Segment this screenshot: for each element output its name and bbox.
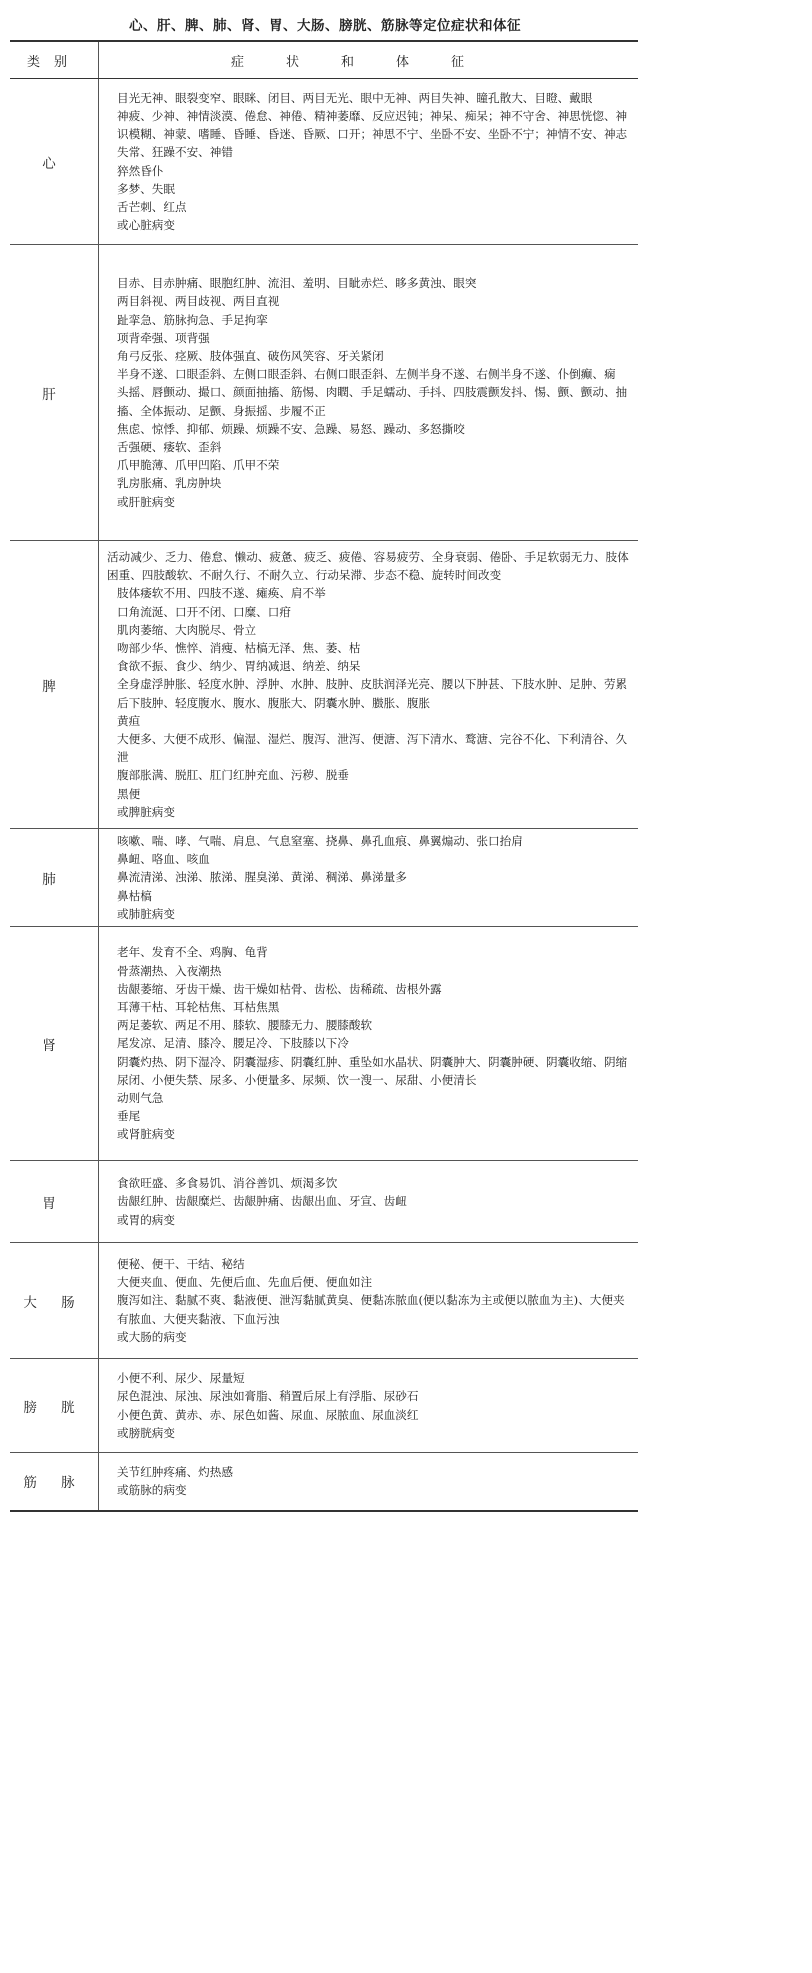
symptom-line: 或膀胱病变 [117, 1425, 175, 1440]
symptom-line: 猝然昏仆 [117, 163, 164, 178]
symptom-line: 或筋脉的病变 [117, 1483, 187, 1498]
symptom-line: 食欲旺盛、多食易饥、消谷善饥、烦渴多饮 [117, 1176, 338, 1191]
symptom-line: 腹部胀满、脱肛、肛门红肿充血、污秽、脱垂 [117, 768, 349, 783]
symptom-line: 两足萎软、两足不用、膝软、腰膝无力、腰膝酸软 [117, 1018, 373, 1033]
symptom-line: 全身虚浮肿胀、轻度水肿、浮肿、水肿、肢肿、皮肤润泽光亮、腰以下肿甚、下肢水肿、足肿、劳累后下肢肿、轻度腹水、腹水、腹胀大、阴囊水肿、臌胀、腹胀 [117, 677, 628, 710]
symptom-line: 角弓反张、痉厥、肢体强直、破伤风笑容、牙关紧闭 [117, 348, 384, 363]
symptom-line: 鼻流清涕、浊涕、脓涕、腥臭涕、黄涕、稠涕、鼻涕量多 [117, 870, 407, 885]
symptom-line: 目光无神、眼裂变窄、眼眯、闭目、两目无光、眼中无神、两目失神、瞳孔散大、目瞪、戴眼 [117, 90, 593, 105]
category-cell: 肺 [10, 829, 99, 927]
table-row [10, 79, 638, 245]
category-cell: 脾 [10, 541, 99, 829]
header-category: 类别 [10, 41, 99, 79]
symptom-line: 肢体痿软不用、四肢不遂、瘫痪、肩不举 [117, 586, 326, 601]
symptom-line: 两目斜视、两目歧视、两目直视 [117, 294, 280, 309]
symptom-line: 口角流涎、口开不闭、口糜、口疳 [117, 604, 291, 619]
symptom-line: 焦虑、惊悸、抑郁、烦躁、烦躁不安、急躁、易怒、躁动、多怒撕咬 [117, 421, 465, 436]
symptom-line: 黄疸 [117, 713, 141, 728]
symptoms-cell [99, 1359, 639, 1453]
table-row [10, 245, 638, 541]
header-row [10, 41, 638, 79]
symptom-line: 尾发凉、足清、膝冷、腰足冷、下肢膝以下冷 [117, 1036, 349, 1051]
table-row [10, 541, 638, 829]
symptom-line: 或肾脏病变 [117, 1127, 175, 1142]
symptom-line: 爪甲脆薄、爪甲凹陷、爪甲不荣 [117, 458, 280, 473]
symptoms-cell [99, 79, 639, 245]
symptom-line: 阴囊灼热、阴下湿冷、阴囊湿疹、阴囊红肿、重坠如水晶状、阴囊肿大、阴囊肿硬、阴囊收缩、阴缩 [117, 1054, 628, 1069]
symptom-table [10, 40, 638, 1512]
symptom-line: 项背牵强、项背强 [117, 330, 210, 345]
symptom-line: 小便不利、尿少、尿量短 [117, 1371, 245, 1386]
symptom-line: 咳嗽、喘、哮、气喘、肩息、气息窒塞、挠鼻、鼻孔血痕、鼻翼煽动、张口抬肩 [117, 833, 523, 848]
symptom-line: 尿色混浊、尿浊、尿浊如膏脂、稍置后尿上有浮脂、尿砂石 [117, 1389, 419, 1404]
symptom-line: 食欲不振、食少、纳少、胃纳减退、纳差、纳呆 [117, 659, 361, 674]
symptoms-cell [99, 541, 639, 829]
category-cell: 筋 脉 [10, 1453, 99, 1511]
symptom-line: 多梦、失眠 [117, 181, 175, 196]
symptom-line: 活动减少、乏力、倦怠、懒动、疲惫、疲乏、疲倦、容易疲劳、全身衰弱、倦卧、手足软弱无力、肢体困重、四肢酸软、不耐久行、不耐久立、行动呆滞、步态不稳、旋转时间改变 [107, 549, 629, 583]
symptom-line: 老年、发育不全、鸡胸、龟背 [117, 945, 268, 960]
symptom-line: 腹泻如注、黏腻不爽、黏液便、泄泻黏腻黄臭、便黏冻脓血(便以黏冻为主或便以脓血为主)、大便夹有脓血、大便夹黏液、下血污浊 [117, 1293, 625, 1326]
symptom-line: 大便夹血、便血、先便后血、先血后便、便血如注 [117, 1275, 373, 1290]
category-cell: 胃 [10, 1161, 99, 1243]
symptom-line: 肌肉萎缩、大肉脱尽、骨立 [117, 622, 257, 637]
symptom-line: 乳房胀痛、乳房肿块 [117, 476, 222, 491]
table-row [10, 829, 638, 927]
symptom-line: 舌芒刺、红点 [117, 199, 187, 214]
symptoms-cell [99, 1243, 639, 1359]
category-cell: 肝 [10, 245, 99, 541]
symptom-line: 头摇、唇颤动、撮口、颜面抽搐、筋惕、肉瞤、手足蠕动、手抖、四肢震颤发抖、惕、颤、颤动、抽搐、全体振动、足颤、身振摇、步履不正 [117, 385, 628, 418]
symptom-line: 舌强硬、痿软、歪斜 [117, 440, 222, 454]
symptoms-cell [99, 245, 639, 541]
table-row [10, 1359, 638, 1453]
symptom-line: 耳薄干枯、耳轮枯焦、耳枯焦黑 [117, 999, 280, 1014]
symptom-line: 目赤、目赤肿痛、眼胞红肿、流泪、羞明、目眦赤烂、眵多黄浊、眼突 [117, 276, 477, 291]
symptom-line: 鼻枯槁 [117, 888, 152, 903]
header-symptoms: 症状和体征 [99, 41, 639, 79]
symptom-line: 大便多、大便不成形、偏湿、湿烂、腹泻、泄泻、便溏、泻下清水、鹜溏、完谷不化、下利清谷、久泄 [117, 732, 628, 765]
symptom-line: 神疲、少神、神情淡漠、倦怠、神倦、精神萎靡、反应迟钝；神呆、痴呆；神不守舍、神思恍惚、神识模糊、神蒙、嗜睡、昏睡、昏迷、昏厥、口开；神思不宁、坐卧不安、坐卧不宁；神情不安、神志失常、狂躁不安、神错 [117, 108, 628, 160]
symptom-line: 鼻衄、咯血、咳血 [117, 852, 210, 867]
symptom-line: 关节红肿疼痛、灼热感 [117, 1465, 233, 1480]
symptom-line: 趾挛急、筋脉拘急、手足拘挛 [117, 312, 268, 327]
symptom-line: 齿龈萎缩、牙齿干燥、齿干燥如枯骨、齿松、齿稀疏、齿根外露 [117, 981, 442, 996]
category-cell: 膀 胱 [10, 1359, 99, 1453]
table-title: 心、肝、脾、肺、肾、胃、大肠、膀胱、筋脉等定位症状和体征 [129, 18, 521, 34]
table-row [10, 1453, 638, 1511]
table-row [10, 1161, 638, 1243]
symptom-line: 半身不遂、口眼歪斜、左侧口眼歪斜、右侧口眼歪斜、左侧半身不遂、右侧半身不遂、仆倒癫、痫 [117, 367, 616, 382]
symptoms-cell [99, 1453, 639, 1511]
symptom-line: 垂尾 [117, 1109, 141, 1124]
symptom-line: 或肝脏病变 [117, 494, 175, 509]
category-cell: 心 [10, 79, 99, 245]
category-cell: 大 肠 [10, 1243, 99, 1359]
symptom-line: 黑便 [117, 786, 141, 801]
symptom-line: 骨蒸潮热、入夜潮热 [117, 963, 222, 978]
table-row [10, 927, 638, 1161]
symptom-line: 或胃的病变 [117, 1212, 175, 1227]
symptom-line: 或大肠的病变 [117, 1329, 187, 1344]
symptom-line: 吻部少华、憔悴、消瘦、枯槁无泽、焦、萎、枯 [117, 640, 361, 655]
symptom-line: 动则气急 [117, 1091, 164, 1105]
symptom-line: 尿闭、小便失禁、尿多、小便量多、尿频、饮一溲一、尿甜、小便清长 [117, 1072, 477, 1087]
symptom-line: 齿龈红肿、齿龈糜烂、齿龈肿痛、齿龈出血、牙宣、齿衄 [117, 1194, 407, 1209]
symptom-line: 或脾脏病变 [117, 804, 175, 819]
symptom-line: 或心脏病变 [117, 218, 175, 233]
symptoms-cell [99, 927, 639, 1161]
symptoms-cell [99, 1161, 639, 1243]
table-row [10, 1243, 638, 1359]
symptom-line: 小便色黄、黄赤、赤、尿色如酱、尿血、尿脓血、尿血淡红 [117, 1407, 419, 1422]
symptom-line: 或肺脏病变 [117, 906, 175, 921]
symptoms-cell [99, 829, 639, 927]
symptom-line: 便秘、便干、干结、秘结 [117, 1256, 245, 1271]
category-cell: 肾 [10, 927, 99, 1161]
